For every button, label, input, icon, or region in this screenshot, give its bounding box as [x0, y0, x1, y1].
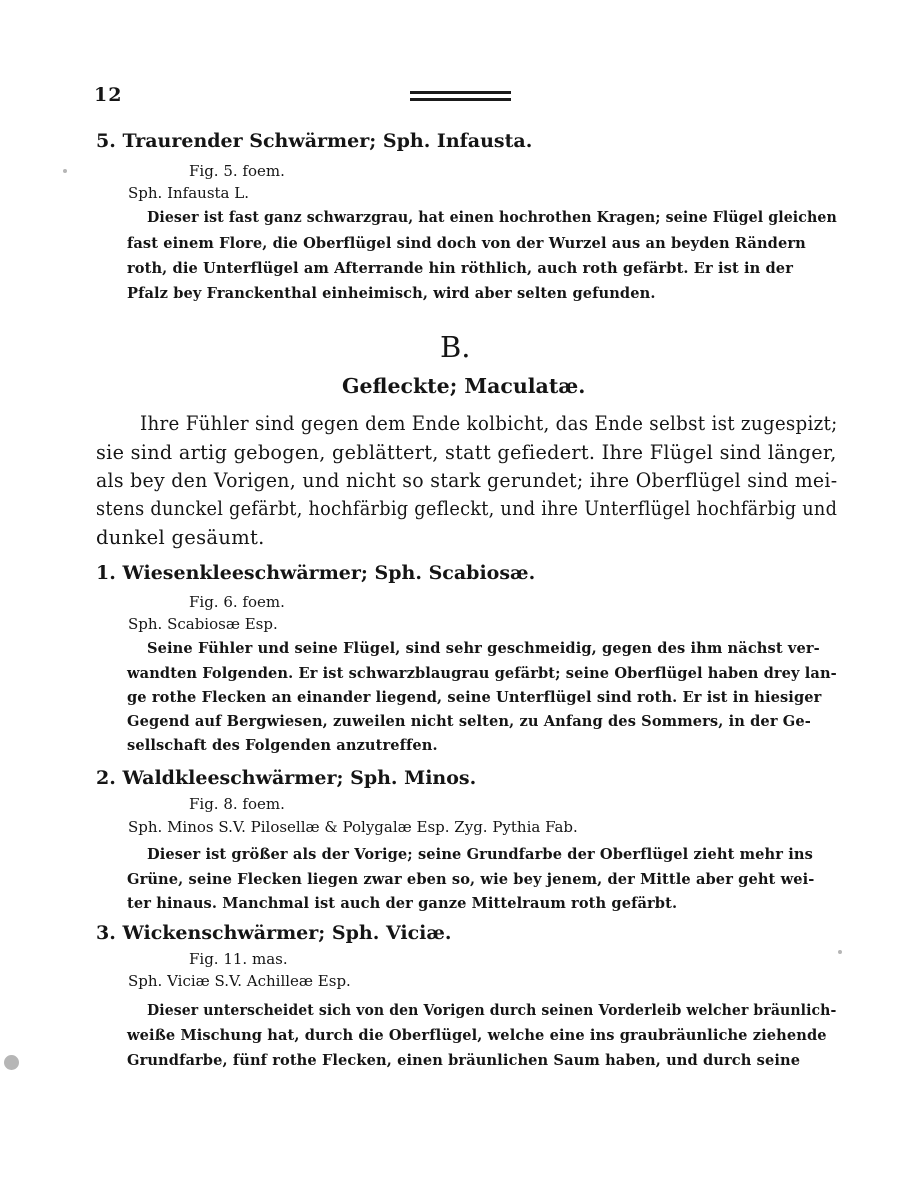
entry-b2-figure: Fig. 8. foem. — [189, 795, 285, 813]
entry-b1-figure: Fig. 6. foem. — [189, 593, 285, 611]
section-title: Gefleckte; Maculatæ. — [342, 374, 586, 398]
section-intro-line: als bey den Vorigen, und nicht so stark gerundet; ihre Oberflügel sind mei- — [96, 469, 838, 492]
section-intro-line: dunkel gesäumt. — [96, 526, 265, 549]
entry-title: Waldkleeschwärmer; Sph. Minos. — [122, 767, 477, 789]
ink-speck-artifact — [63, 169, 67, 173]
section-intro-line: stens dunckel gefärbt, hochfärbig gefleckt, und ihre Unterflügel hochfärbig und — [96, 497, 838, 520]
entry-5-synonymy: Sph. Infausta L. — [128, 184, 249, 202]
entry-title: Wickenschwärmer; Sph. Viciæ. — [122, 922, 452, 944]
entry-5-text-line: Dieser ist fast ganz schwarzgrau, hat einen hochrothen Kragen; seine Flügel gleichen — [147, 209, 837, 226]
entry-b3-text-line: Grundfarbe, fünf rothe Flecken, einen bräunlichen Saum haben, und durch seine — [127, 1052, 801, 1069]
entry-5-text-line: roth, die Unterflügel am Afterrande hin röthlich, auch roth gefärbt. Er ist in der — [127, 260, 793, 277]
entry-b3-figure: Fig. 11. mas. — [189, 950, 288, 968]
entry-number: 1. — [96, 562, 116, 584]
ink-blot-artifact — [4, 1055, 19, 1070]
entry-b2-heading — [96, 767, 476, 789]
header-rule-bottom — [410, 98, 511, 101]
entry-b2-text-line: Grüne, seine Flecken liegen zwar eben so, wie bey jenem, der Mittle aber geht wei- — [127, 871, 815, 888]
entry-b1-text-line: Seine Fühler und seine Flügel, sind sehr geschmeidig, gegen des ihm nächst ver- — [147, 640, 820, 657]
entry-number: 5. — [96, 130, 116, 152]
entry-b3-heading — [96, 922, 452, 944]
entry-5-text-line: Pfalz bey Franckenthal einheimisch, wird aber selten gefunden. — [127, 285, 656, 302]
entry-b1-heading — [96, 562, 535, 584]
entry-b3-synonymy: Sph. Viciæ S.V. Achilleæ Esp. — [128, 972, 351, 990]
section-letter: B. — [440, 330, 471, 364]
section-intro-line: sie sind artig gebogen, geblättert, statt gefiedert. Ihre Flügel sind länger, — [96, 441, 837, 464]
entry-b1-text-line: ge rothe Flecken an einander liegend, seine Unterflügel sind roth. Er ist in hiesiger — [127, 689, 822, 706]
entry-b3-text-line: weiße Mischung hat, durch die Oberflügel, welche eine ins graubräunliche ziehende — [127, 1027, 827, 1044]
entry-number: 2. — [96, 767, 116, 789]
page-number: 12 — [94, 84, 123, 106]
entry-b1-text-line: sellschaft des Folgenden anzutreffen. — [127, 737, 438, 754]
entry-title: Traurender Schwärmer; Sph. Infausta. — [122, 130, 533, 152]
entry-b1-text-line: Gegend auf Bergwiesen, zuweilen nicht selten, zu Anfang des Sommers, in der Ge- — [127, 713, 811, 730]
entry-b2-synonymy: Sph. Minos S.V. Pilosellæ & Polygalæ Esp. Zyg. Pythia Fab. — [128, 818, 578, 836]
entry-b2-text-line: Dieser ist größer als der Vorige; seine Grundfarbe der Oberflügel zieht mehr ins — [147, 846, 813, 863]
entry-5-heading — [96, 130, 532, 152]
ink-speck-artifact — [838, 950, 842, 954]
entry-title: Wiesenkleeschwärmer; Sph. Scabiosæ. — [122, 562, 536, 584]
entry-b1-text-line: wandten Folgenden. Er ist schwarzblaugrau gefärbt; seine Oberflügel haben drey lan- — [127, 665, 837, 682]
entry-5-text-line: fast einem Flore, die Oberflügel sind doch von der Wurzel aus an beyden Rändern — [127, 235, 806, 252]
header-rule-top — [410, 91, 511, 94]
entry-b3-text-line: Dieser unterscheidet sich von den Vorigen durch seinen Vorderleib welcher bräunlich- — [147, 1002, 837, 1019]
entry-b1-synonymy: Sph. Scabiosæ Esp. — [128, 615, 278, 633]
entry-b2-text-line: ter hinaus. Manchmal ist auch der ganze Mittelraum roth gefärbt. — [127, 895, 678, 912]
entry-5-figure: Fig. 5. foem. — [189, 162, 285, 180]
section-intro-line: Ihre Fühler sind gegen dem Ende kolbicht, das Ende selbst ist zugespizt; — [140, 412, 838, 435]
entry-number: 3. — [96, 922, 116, 944]
